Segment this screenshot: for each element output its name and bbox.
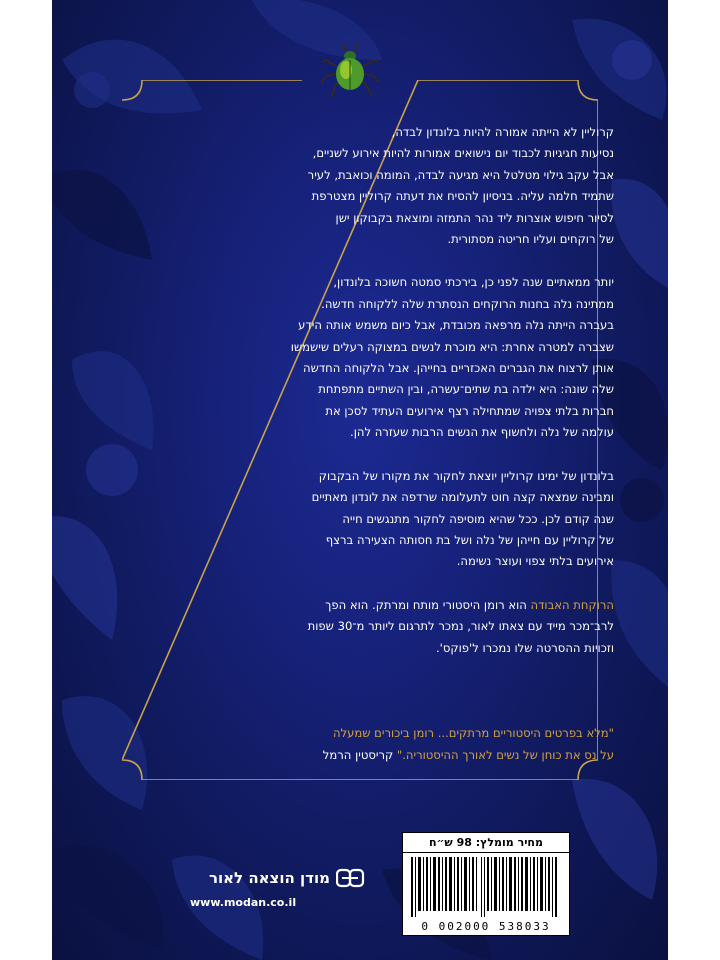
publisher-name: מודן הוצאה לאור xyxy=(208,869,330,887)
modan-logo-icon xyxy=(336,868,366,888)
paragraph-2: יותר ממאתיים שנה לפני כן, בירכתי סמטה חשוכה בלונדון, ממתינה נלה בחנות הרוקחים הנסתרת שלה ללקוחה חדשה. בעברה הייתה נלה מרפאה מכובדת, אבל כיום משמש אותה הידע שצברה למטרה אחרת: היא מוכרת לנשים במצוקה רעלים שישמשו אותן לרצוח את הגברים האכזריים בחייהן. אבל הלקוחה החדשה שלה שונה: היא ילדה בת שתים־עשרה, ובין השתיים מתפתחת חברות בלתי צפויה שמתחילה רצף אירועים העתיד לסכן את עולמה של נלה ולחשוף את הנשים הרבות שעזרה להן. xyxy=(290,275,614,440)
barcode-icon xyxy=(411,857,561,917)
book-title: הרוקחת האבודה xyxy=(530,597,614,612)
beetle-icon xyxy=(318,40,382,104)
quote-text: "מלא בפרטים היסטוריים מרתקים... רומן ביכורים שמעלה על נס את כוחן של נשים לאורך ההיסטוריה." xyxy=(332,726,614,762)
publisher-block xyxy=(190,868,366,909)
paragraph-1: קרוליין לא הייתה אמורה להיות בלונדון לבדה, נסיעות חגיגיות לכבוד יום נישואים אמורות להיות אירוע לשניים, אבל עקב גילוי מטלטל היא מגיעה לבדה, המומה וכואבת, לעיר שתמיד חלמה עליה. בניסיון להסיח את דעתה קרוליין מצטרפת לסיור חיפוש אוצרות ליד נהר התמזה ומוצאת בקבוקון ישן של רוקחים ועליו חריטה מסתורית. xyxy=(307,125,614,247)
barcode-box xyxy=(402,832,570,936)
price-label: מחיר מומלץ: 98 ש״ח xyxy=(403,833,569,853)
closing-text: הוא רומן היסטורי מותח ומרתק. הוא הפך לרב־מכר מייד עם צאתו לאור, נמכר לתרגום ליותר מ־30 שפות וזכויות ההסרטה שלו נמכרו ל'פוקס'. xyxy=(307,597,614,655)
paragraph-3: בלונדון של ימינו קרוליין יוצאת לחקור את מקורו של הבקבוק ומבינה שמצאה קצה חוט לתעלומה שרדפה את לונדון מאתיים שנה קודם לכן. ככל שהיא מוסיפה לחקור מתנגשים חייה של קרוליין עם חייהן של נלה ושל בת חסותה הצעירה ברצף אירועים בלתי צפוי ועוצר נשימה. xyxy=(311,468,614,569)
barcode-number: 0 002000 538033 xyxy=(421,920,551,933)
publisher-url: www.modan.co.il xyxy=(190,896,297,909)
quote-author: קריסטין הרמל xyxy=(322,748,397,762)
book-back-cover xyxy=(52,0,668,960)
description-text xyxy=(174,122,614,681)
paragraph-4 xyxy=(174,595,614,659)
review-quote xyxy=(174,722,614,766)
